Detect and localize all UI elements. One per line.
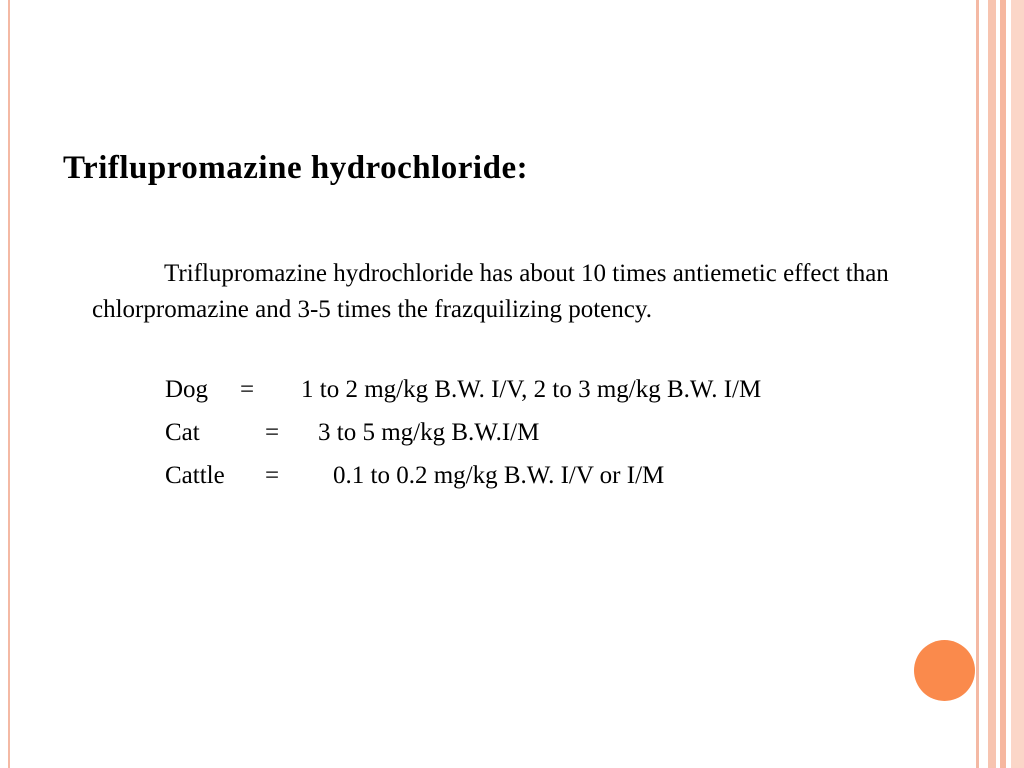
description-paragraph [92, 256, 952, 328]
animal-label: Cat [165, 419, 200, 446]
slide-title: Triflupromazine hydrochloride: [63, 150, 529, 186]
dose-value: 0.1 to 0.2 mg/kg B.W. I/V or I/M [333, 462, 665, 489]
dose-value: 3 to 5 mg/kg B.W.I/M [318, 419, 540, 446]
right-stripe-4 [1011, 0, 1024, 768]
paragraph-text: Triflupromazine hydrochloride has about 10 times antiemetic effect than chlorpromazine and 3-5 times the frazquilizing potency. [92, 260, 889, 323]
right-stripe-2 [988, 0, 996, 768]
right-stripe-3 [1000, 0, 1006, 768]
animal-label: Cattle [165, 462, 225, 489]
right-stripe-1 [976, 0, 979, 768]
equals-sign: = [265, 419, 280, 446]
equals-sign: = [240, 376, 255, 403]
left-border-line [8, 0, 10, 768]
orange-circle-decoration [914, 640, 975, 701]
animal-label: Dog [165, 376, 209, 403]
dose-value: 1 to 2 mg/kg B.W. I/V, 2 to 3 mg/kg B.W. I/M [301, 376, 762, 403]
equals-sign: = [265, 462, 280, 489]
